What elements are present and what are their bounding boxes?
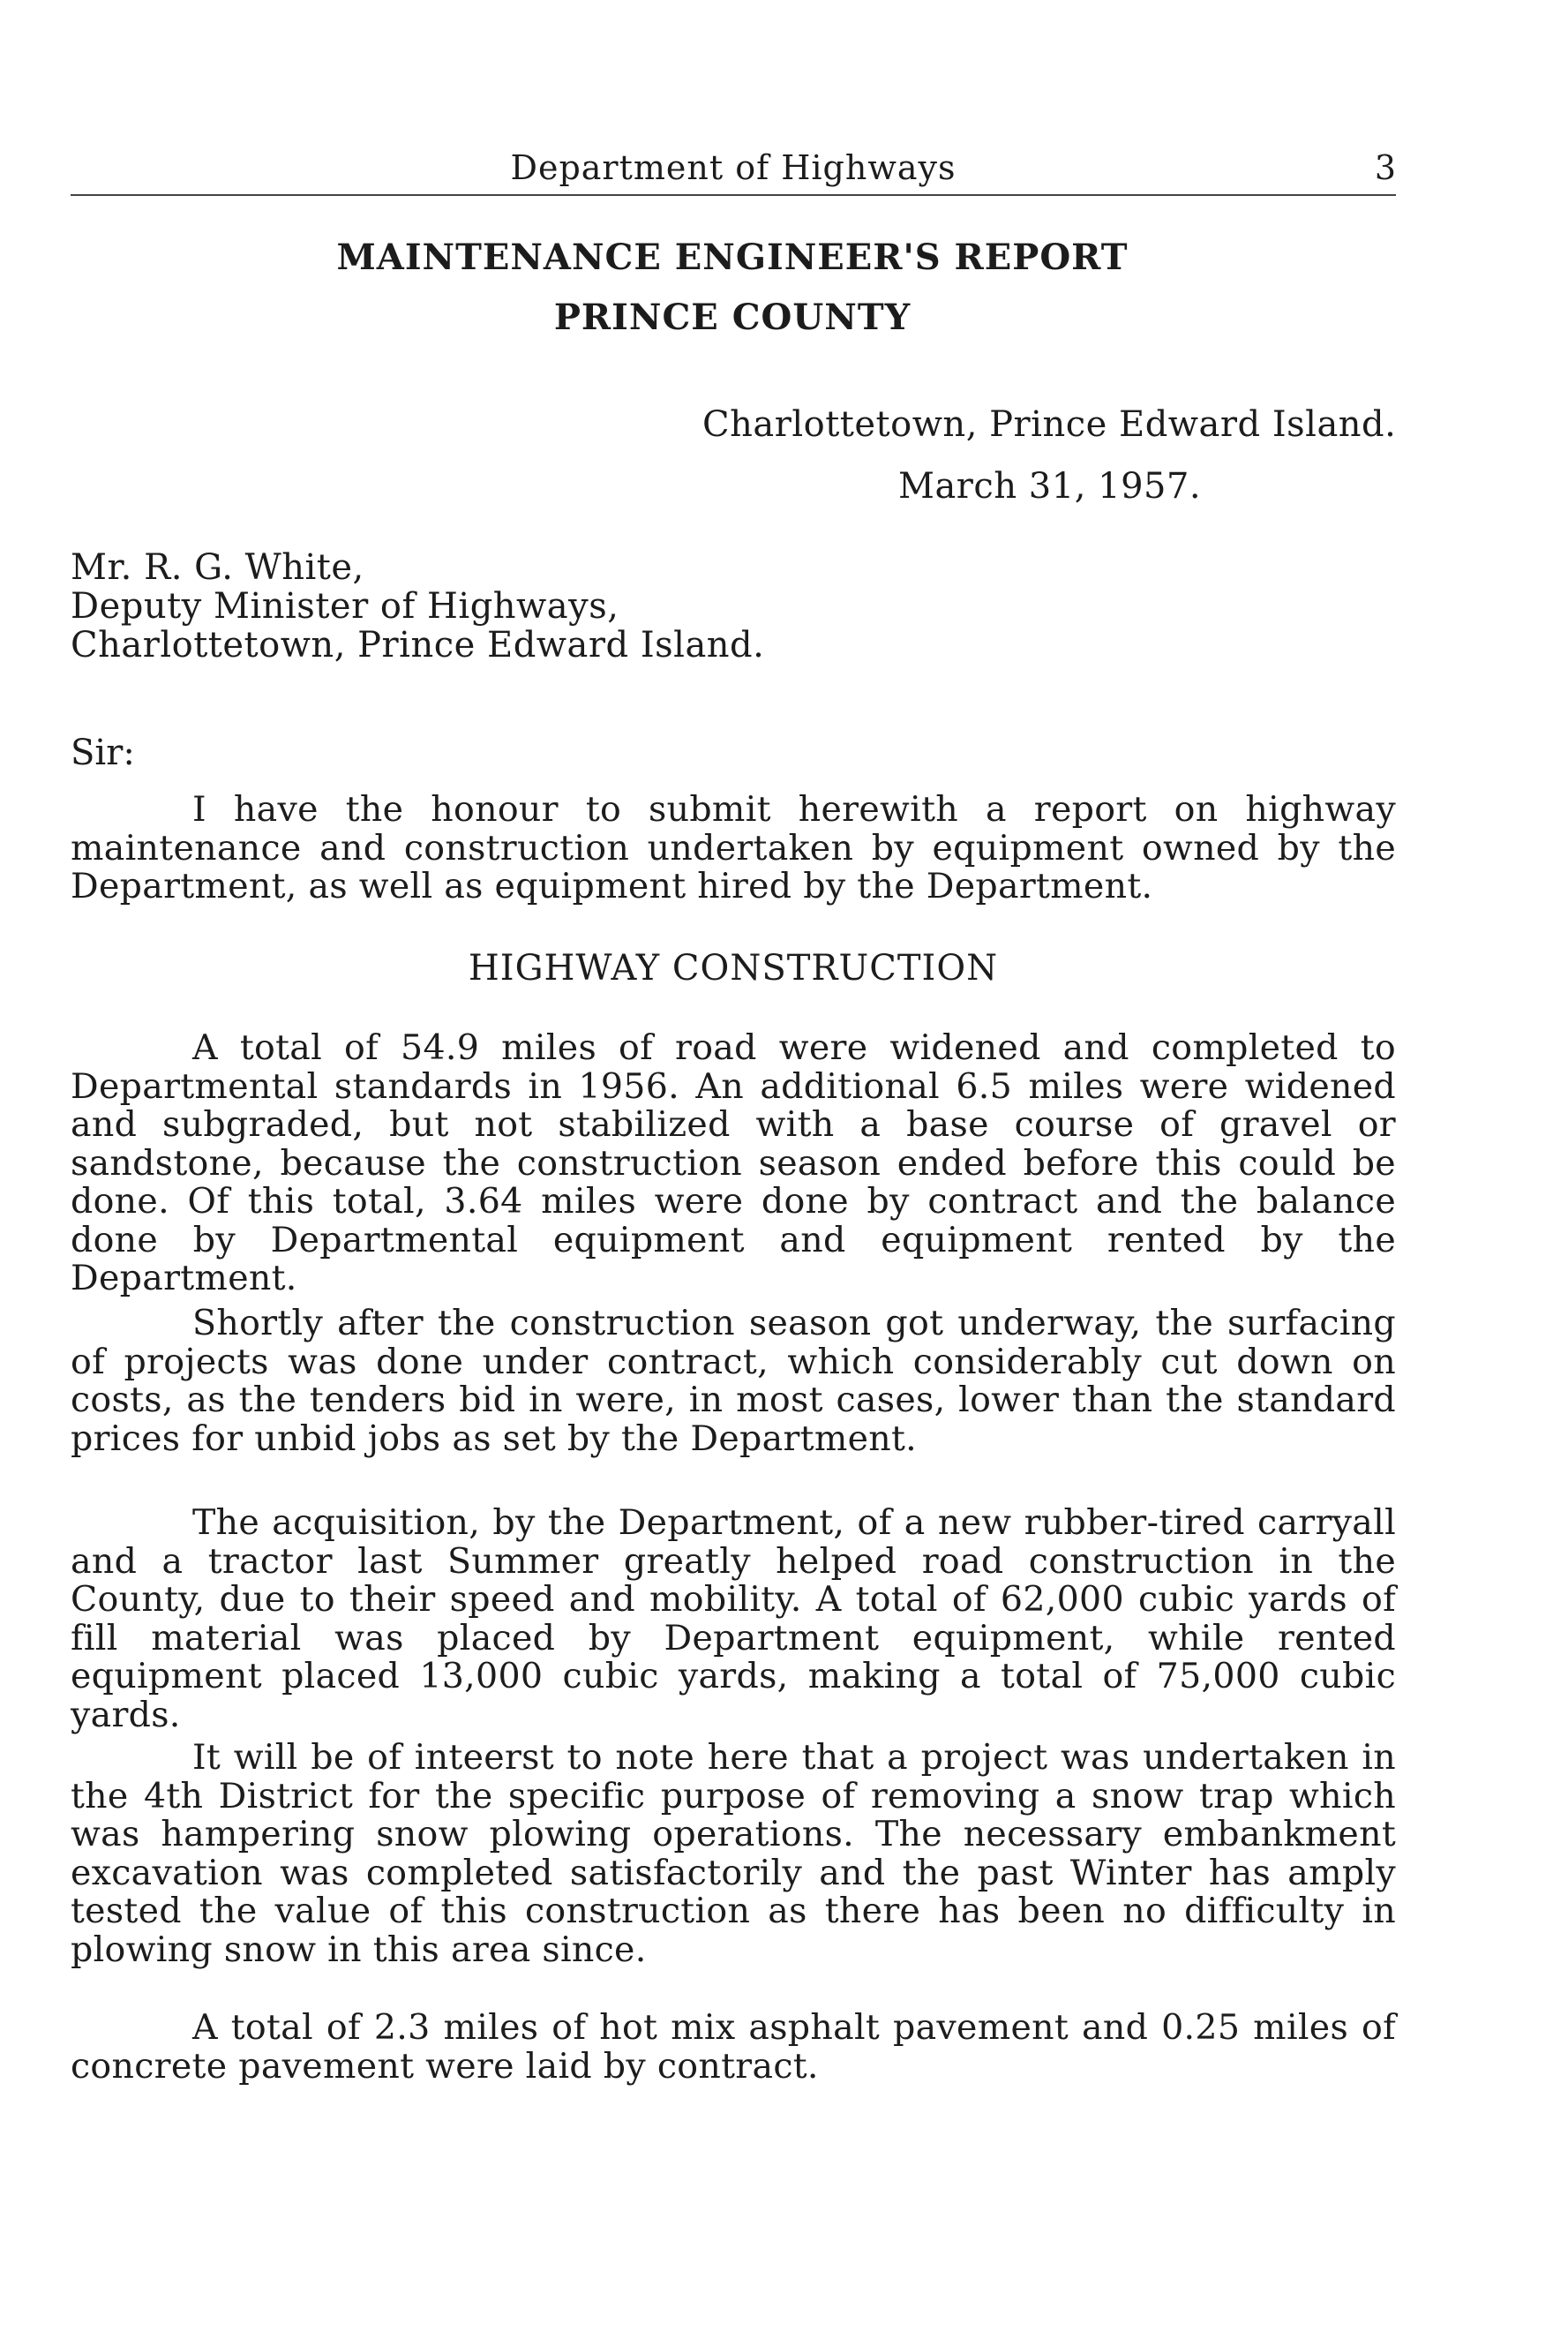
addressee-location: Charlottetown, Prince Edward Island. [71, 625, 765, 666]
report-subtitle: PRINCE COUNTY [553, 297, 912, 338]
addressee-title: Deputy Minister of Highways, [71, 586, 619, 627]
running-header-title: Department of Highways [510, 148, 957, 187]
running-header [71, 148, 1396, 187]
body-paragraph-5: A total of 2.3 miles of hot mix asphalt pavement and 0.25 miles of concrete pavement were laid by contract. [71, 2007, 1396, 2087]
body-paragraph-2: Shortly after the construction season got underway, the surfacing of projects was done under contract, which considerably cut down on costs, as the tenders bid in were, in most cases, lower than the standard prices for unbid jobs as set by the Department. [71, 1303, 1396, 1459]
dateline-date: March 31, 1957. [898, 466, 1202, 507]
section-heading: HIGHWAY CONSTRUCTION [468, 948, 999, 989]
body-paragraph-3: The acquisition, by the Department, of a new rubber-tired carryall and a tractor last Summer greatly helped road construction in the County, due to their speed and mobility. A total of 62,000 cubic yards of fill material was placed by Department equipment, while rented equipment placed 13,000 cubic yards, making a total of 75,000 cubic yards. [71, 1502, 1396, 1735]
salutation: Sir: [71, 733, 135, 773]
page-number: 3 [1374, 148, 1396, 187]
report-title: MAINTENANCE ENGINEER'S REPORT [336, 237, 1129, 278]
body-paragraph-4: It will be of inteerst to note here that a project was undertaken in the 4th District for the specific purpose of removing a snow trap which was hampering snow plowing operations. The necessary embankment excavation was completed satisfactorily and the past Winter has amply tested the value of this construction as there has been no difficulty in plowing snow in this area since. [71, 1737, 1396, 1970]
addressee-name: Mr. R. G. White, [71, 547, 364, 588]
body-paragraph-1: A total of 54.9 miles of road were widened and completed to Departmental standards in 1956. An additional 6.5 miles were widened and subgraded, but not stabilized with a base course of gravel or sandstone, because the construction season ended before this could be done. Of this total, 3.64 miles were done by contract and the balance done by Departmental equipment and equipment rented by the Department. [71, 1027, 1396, 1298]
header-rule [71, 194, 1396, 196]
intro-paragraph: I have the honour to submit herewith a report on highway maintenance and construction undertaken by equipment owned by the Department, as well as equipment hired by the Department. [71, 789, 1396, 906]
dateline-place: Charlottetown, Prince Edward Island. [702, 404, 1397, 445]
